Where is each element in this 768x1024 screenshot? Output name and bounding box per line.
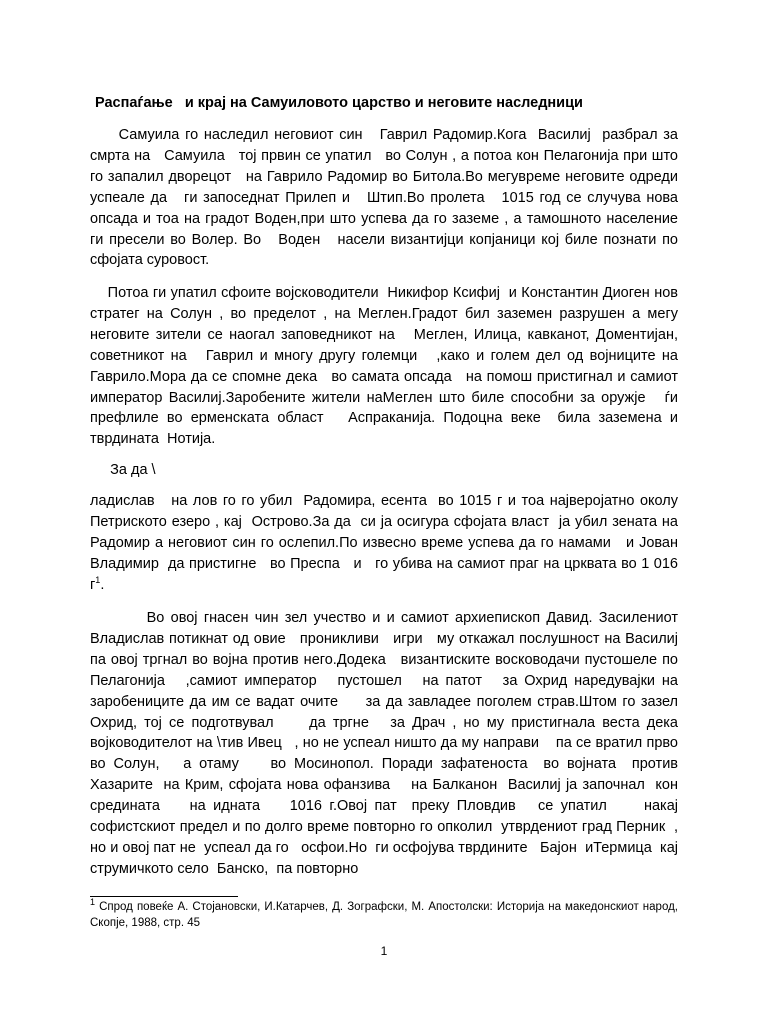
page-number: 1 [380, 944, 388, 958]
chapter-title: Распаѓање и крај на Самуиловото царство и неговите наследници [95, 95, 583, 111]
footnote-separator [90, 896, 238, 897]
paragraph-meglen-siege: Потоа ги упатил сфоите војсководители Никифор Ксифиј и Константин Диоген нов стратег на Солун , во пределот , на Меглен.Градот бил заземен разрушен а мегу неговите зители се наогал заповедникот на Меглен, Илица, кавканот, Доментијан, советникот на Гаврил и многу другу големци ,како и голем дел од војниците на Гаврило.Мора да се спомне дека во самата опсада на помош пристигнал и самиот император Василиј.Заробените жители наМеглен што биле способни за оружје ѓи префлиле во ерменската област Аспраканија. Подоцна веке била заземена и тврдината Нотија. [90, 285, 691, 448]
footnote-reference[interactable]: 1 [95, 574, 101, 585]
footnote [90, 899, 678, 931]
paragraph-archbishop-david: Во овој гнасен чин зел учество и и самиот архиепископ Давид. Засилениот Владислав потикнат од овие проникливи игри му откажал послушност на Василиј па овој тргнал во војна против него.Додека византиските восководачи пустошеле по Пелагонија ,самиот император пустошел на патот за Охрид наредувајки на заробениците да им се вадат очите за да завладее поголем страв.Штом го зазел Охрид, тој се подготвувал да тргне за Драч , но му пристигнала веста дека војководителот на \тив Ивец , но не успеал ништо да му направи па се вратил прво во Солун, а отаму во Мосинопол. Поради зафатеноста во војната против Хазарите на Крим, сфојата нова офанзива на Балканон Василиј ја започнал кон средината на идната 1016 г.Овој пат преку Пловдив се упатил накај софистскиот предел и по долго време повторно го опколил утврдениот град Перник , но и овој пат не успеал да го осфои.Но ги осфојува тврдините Бајон иТермица кај струмичкото село Банско, па повторно [90, 610, 691, 877]
footnote-text: Спрод повеќе А. Стојановски, И.Катарчев, Д. Зографски, М. Апостолски: Историја на македонскиот народ, Скопје, 1988, стр. 45 [90, 901, 678, 929]
sentence-end: . [100, 576, 105, 593]
paragraph-samuil-successor: Самуила го наследил неговиот син Гаврил Радомир.Кога Василиј разбрал за смрта на Самуила тој првин се упатил во Солун , а потоа кон Пелагонија при што го запалил дворецот на Гаврило Радомир во Битола.Во мегувреме неговите одреди успеале да ги запоседнат Прилеп и Штип.Во пролета 1015 год се случува нова опсада и тоа на градот Воден,при што успева да го заземе , а тамошното население ги пресели во Волер. Во Воден насели византијци копјаници кој биле познати по сфојата суровост. [90, 127, 683, 269]
footnote-marker: 1 [90, 897, 96, 908]
paragraph-fragment: За да \ [90, 462, 156, 478]
paragraph-vladislav [90, 491, 683, 596]
paragraph-vladislav-text: ладислав на лов го го убил Радомира, есента во 1015 г и тоа најверојатно околу Петриското езеро , кај Острово.За да си ја осигура сфојата власт ја убил зената на Радомир а неговиот син го ослепил.По извесно време успева да го намами и Јован Владимир да пристигне во Преспа и го убива на самиот праг на црквата во 1 016 г [90, 493, 683, 593]
